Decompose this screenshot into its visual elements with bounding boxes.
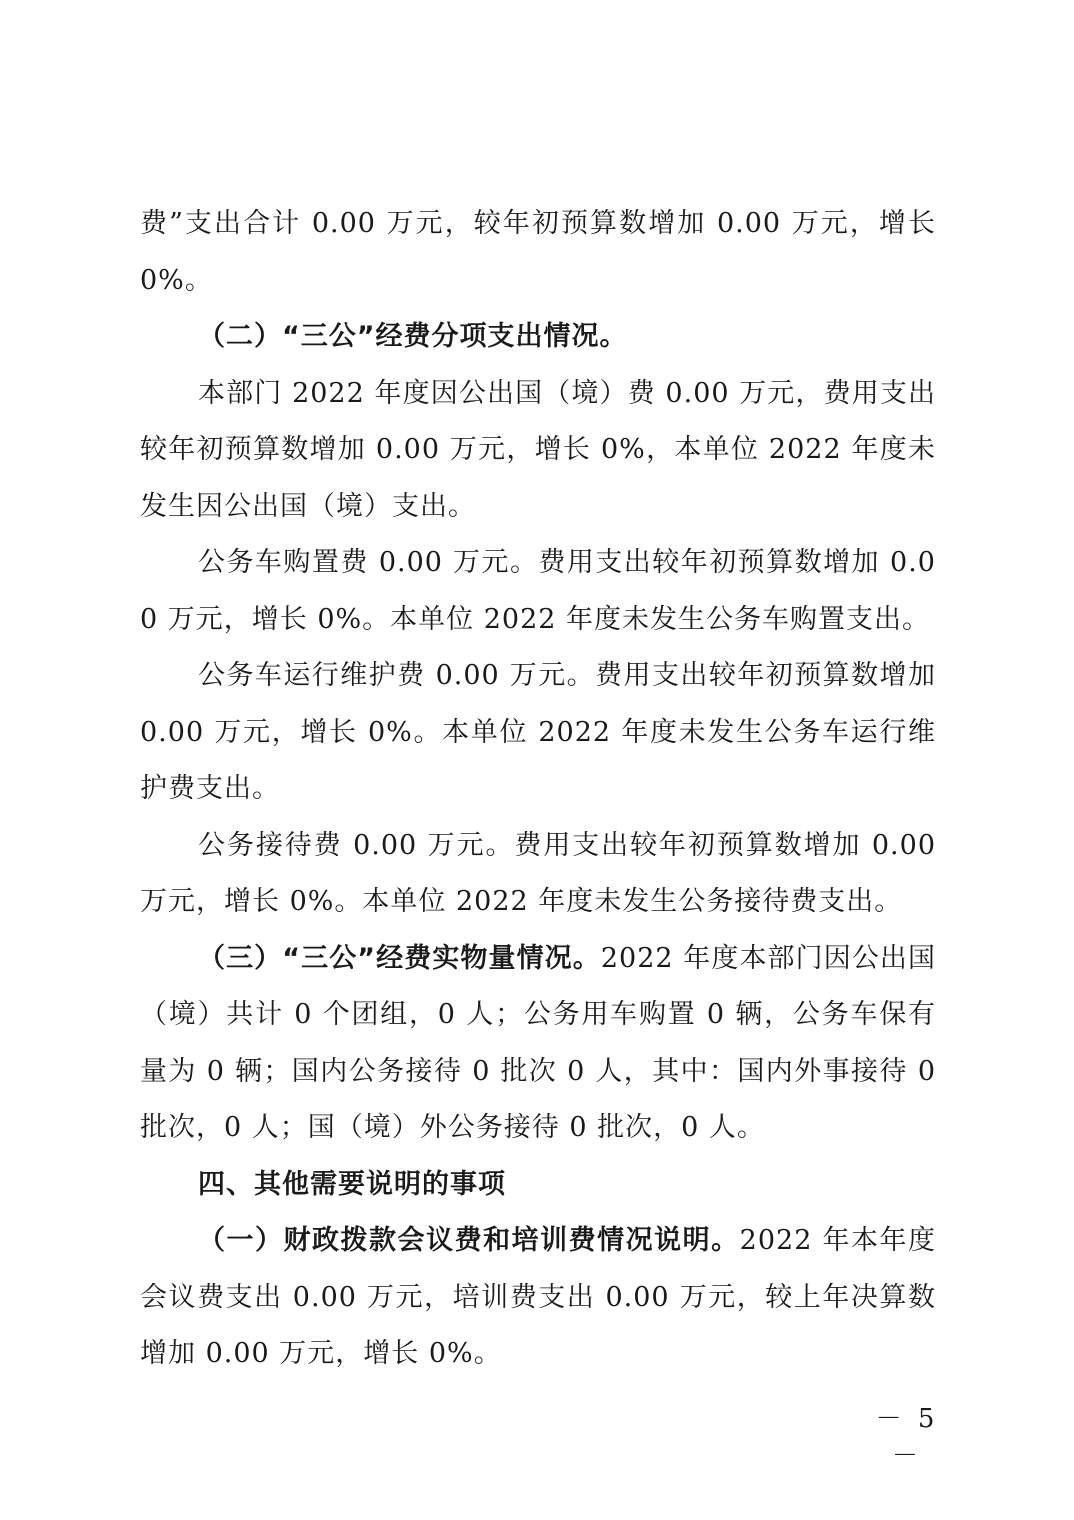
subheading-sangong-breakdown: （二）“三公”经费分项支出情况。 xyxy=(198,321,628,352)
paragraph-vehicle-purchase: 公务车购置费 0.00 万元。费用支出较年初预算数增加 0.00 万元，增长 0%。本单位 2022 年度未发生公务车购置支出。 xyxy=(140,547,936,635)
subheading-meeting-training: （一）财政拨款会议费和培训费情况说明。 xyxy=(198,1225,740,1256)
paragraph-physical-quantity-body: 2022 年度本部门因公出国（境）共计 0 个团组，0 人；公务用车购置 0 辆，公务车保有量为 0 辆；国内公务接待 0 批次 0 人，其中：国内外事接待 0 批次，0 人；国（境）外公务接待 0 批次，0 人。 xyxy=(140,942,936,1143)
page-number: － 5 － xyxy=(875,1404,939,1471)
document-body xyxy=(140,196,936,1383)
paragraph-physical-quantity xyxy=(140,931,936,1157)
paragraph-continuation: 费”支出合计 0.00 万元，较年初预算数增加 0.00 万元，增长 0%。 xyxy=(140,208,936,296)
paragraph-meeting-training-body: 2022 年本年度会议费支出 0.00 万元，培训费支出 0.00 万元，较上年决算数增加 0.00 万元，增长 0%。 xyxy=(140,1225,937,1369)
paragraph-vehicle-maintenance: 公务车运行维护费 0.00 万元。费用支出较年初预算数增加 0.00 万元，增长 0%。本单位 2022 年度未发生公务车运行维护费支出。 xyxy=(140,660,936,804)
section-heading-other-matters: 四、其他需要说明的事项 xyxy=(198,1168,506,1200)
paragraph-overseas-travel: 本部门 2022 年度因公出国（境）费 0.00 万元，费用支出较年初预算数增加 0.00 万元，增长 0%，本单位 2022 年度未发生因公出国（境）支出。 xyxy=(140,377,936,522)
paragraph-meeting-training xyxy=(140,1213,936,1383)
subheading-physical-quantity: （三）“三公”经费实物量情况。 xyxy=(198,942,601,974)
paragraph-reception: 公务接待费 0.00 万元。费用支出较年初预算数增加 0.00 万元，增长 0%。本单位 2022 年度未发生公务接待费支出。 xyxy=(140,829,936,917)
